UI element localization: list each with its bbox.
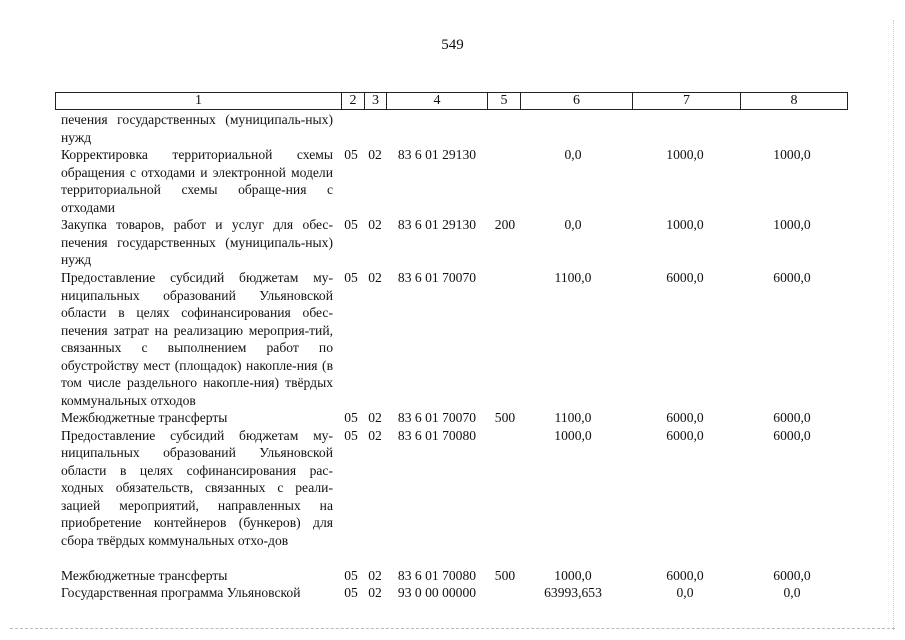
- row-description: печения государственных (муниципаль-ных) нужд: [61, 112, 333, 145]
- table-row: [0, 427, 905, 567]
- column-header-row: [56, 93, 848, 110]
- table-row: [0, 111, 905, 146]
- column-header-7: 7: [633, 93, 741, 110]
- row-section: 05: [344, 585, 358, 600]
- row-target-code: 83 6 01 70070: [397, 270, 477, 285]
- row-section: 05: [344, 567, 358, 583]
- row-description: Предоставление субсидий бюджетам му-ниципальных образований Ульяновской области в целях софинансирования рас-ходных обязательств, связанных с реали-зацией мероприятий, направленных на приобретение контейнеров (бункеров) для сбора твёрдых коммунальных отхо-дов: [61, 427, 333, 548]
- row-amount-col7: 6000,0: [666, 410, 704, 425]
- column-header-8: 8: [741, 93, 848, 110]
- row-amount-col7: 0,0: [676, 585, 694, 600]
- row-target-code: 83 6 01 29130: [397, 217, 477, 232]
- row-section: 05: [344, 147, 358, 162]
- row-amount-col7: 1000,0: [666, 147, 704, 162]
- table-row: [0, 269, 905, 409]
- row-description: Межбюджетные трансферты: [61, 410, 228, 425]
- table-row: [0, 216, 905, 269]
- row-description: Закупка товаров, работ и услуг для обес-печения государственных (муниципаль-ных) нужд: [61, 217, 333, 267]
- row-amount-col6: 0,0: [564, 217, 582, 232]
- row-description: Межбюджетные трансферты: [61, 567, 228, 583]
- row-amount-col6: 1000,0: [554, 427, 592, 443]
- row-section: 05: [344, 217, 358, 232]
- row-expense-type: 500: [494, 567, 516, 583]
- column-header-5: 5: [488, 93, 521, 110]
- scan-right-edge: [893, 20, 894, 630]
- table-row: [0, 584, 905, 602]
- row-target-code: 83 6 01 70070: [397, 410, 477, 425]
- row-amount-col8: 6000,0: [773, 270, 811, 285]
- column-header-1: 1: [56, 93, 342, 110]
- row-section: 05: [344, 427, 358, 443]
- row-amount-col6: 63993,653: [544, 585, 602, 600]
- row-amount-col8: 0,0: [783, 585, 801, 600]
- table-row: [0, 409, 905, 427]
- row-amount-col8: 1000,0: [773, 147, 811, 162]
- row-subsection: 02: [368, 427, 382, 443]
- table-row: [0, 146, 905, 216]
- row-amount-col8: 1000,0: [773, 217, 811, 232]
- row-description: Государственная программа Ульяновской: [61, 585, 301, 600]
- row-subsection: 02: [368, 410, 382, 425]
- budget-table-body: [0, 111, 905, 602]
- row-subsection: 02: [368, 270, 382, 285]
- row-amount-col6: 1100,0: [554, 410, 592, 425]
- row-section: 05: [344, 270, 358, 285]
- row-amount-col7: 1000,0: [666, 217, 704, 232]
- row-amount-col8: 6000,0: [773, 410, 811, 425]
- row-amount-col7: 6000,0: [666, 270, 704, 285]
- row-target-code: 93 0 00 00000: [397, 585, 477, 600]
- row-section: 05: [344, 410, 358, 425]
- column-header-3: 3: [365, 93, 387, 110]
- row-target-code: 83 6 01 70080: [397, 567, 477, 583]
- row-description: Предоставление субсидий бюджетам му-ниципальных образований Ульяновской области в целях софинансирования обес-печения затрат на реализацию мероприя-тий, связанных с выполнением работ по обустройству мест (площадок) накопле-ния (в том числе раздельного накопле-ния) твёрдых коммунальных отходов: [61, 270, 333, 408]
- row-amount-col8: 6000,0: [773, 427, 811, 443]
- column-header-table: [55, 92, 848, 110]
- row-amount-col6: 1100,0: [554, 270, 592, 285]
- row-amount-col6: 0,0: [564, 147, 582, 162]
- row-expense-type: 500: [494, 410, 516, 425]
- row-description: Корректировка территориальной схемы обращения с отходами и электронной модели территориальной схемы обраще-ния с отходами: [61, 147, 333, 215]
- row-target-code: 83 6 01 29130: [397, 147, 477, 162]
- table-row: [0, 567, 905, 585]
- row-amount-col8: 6000,0: [773, 567, 811, 583]
- row-subsection: 02: [368, 147, 382, 162]
- column-header-2: 2: [342, 93, 365, 110]
- column-header-6: 6: [521, 93, 633, 110]
- row-amount-col6: 1000,0: [554, 567, 592, 583]
- row-subsection: 02: [368, 585, 382, 600]
- column-header-4: 4: [387, 93, 488, 110]
- page-number: 549: [441, 37, 464, 53]
- row-target-code: 83 6 01 70080: [397, 427, 477, 443]
- row-subsection: 02: [368, 567, 382, 583]
- row-amount-col7: 6000,0: [666, 427, 704, 443]
- row-subsection: 02: [368, 217, 382, 232]
- scan-bottom-edge: [10, 628, 895, 629]
- row-amount-col7: 6000,0: [666, 567, 704, 583]
- row-expense-type: 200: [494, 217, 516, 232]
